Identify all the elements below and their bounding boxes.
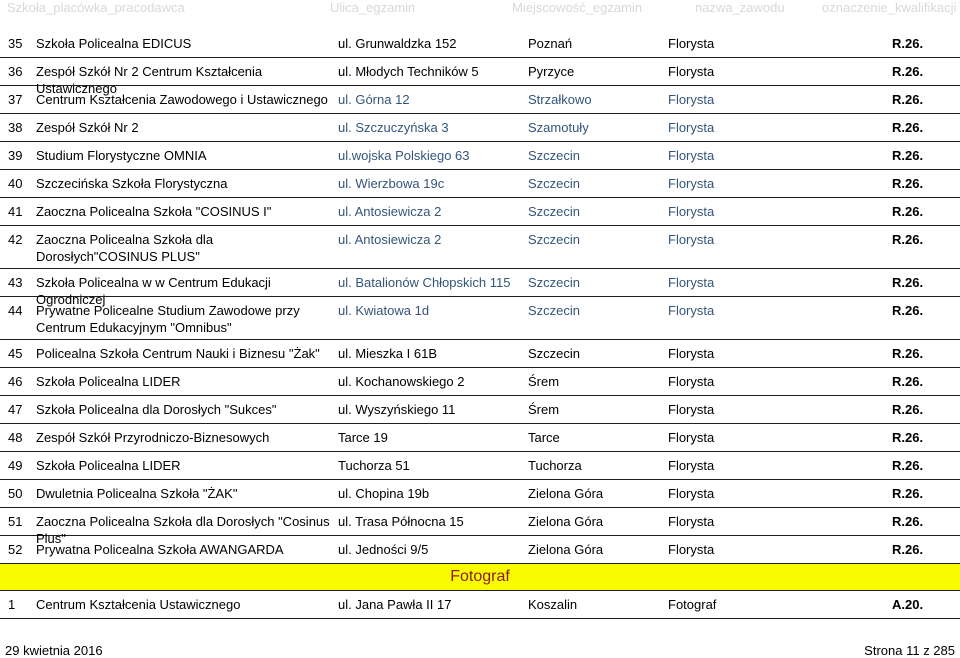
city: Strzałkowo bbox=[528, 92, 592, 107]
row-number: 42 bbox=[8, 232, 23, 247]
profession: Florysta bbox=[668, 232, 715, 247]
city: Zielona Góra bbox=[528, 542, 604, 557]
qualification: R.26. bbox=[892, 430, 924, 445]
city: Szczecin bbox=[528, 148, 581, 163]
school-name: Prywatne Policealne Studium Zawodowe przy Centrum Edukacyjnym "Omnibus" bbox=[36, 303, 300, 335]
row-number: 39 bbox=[8, 148, 23, 163]
city: Szczecin bbox=[528, 176, 581, 191]
qualification: R.26. bbox=[892, 374, 924, 389]
table-row bbox=[0, 142, 960, 170]
qualification: R.26. bbox=[892, 176, 924, 191]
row-number: 45 bbox=[8, 346, 23, 361]
street: ul. Grunwaldzka 152 bbox=[338, 36, 457, 51]
table-row bbox=[0, 114, 960, 142]
header-col-city: Miejscowość_egzamin bbox=[512, 0, 643, 15]
school-name: Szczecińska Szkoła Florystyczna bbox=[36, 176, 228, 191]
profession: Florysta bbox=[668, 346, 715, 361]
qualification: R.26. bbox=[892, 148, 924, 163]
street: ul. Chopina 19b bbox=[338, 486, 430, 501]
profession: Florysta bbox=[668, 430, 715, 445]
qualification: A.20. bbox=[892, 597, 924, 612]
row-number: 40 bbox=[8, 176, 23, 191]
school-name: Szkoła Policealna w w Centrum Edukacji Ogrodniczej bbox=[36, 275, 271, 307]
qualification: R.26. bbox=[892, 64, 924, 79]
school-name: Centrum Kształcenia Ustawicznego bbox=[36, 597, 241, 612]
row-number: 49 bbox=[8, 458, 23, 473]
street: ul.wojska Polskiego 63 bbox=[338, 148, 470, 163]
city: Tuchorza bbox=[528, 458, 582, 473]
row-number: 35 bbox=[8, 36, 23, 51]
school-name: Szkoła Policealna dla Dorosłych "Sukces" bbox=[36, 402, 277, 417]
table-row bbox=[0, 198, 960, 226]
table-row bbox=[0, 170, 960, 198]
city: Poznań bbox=[528, 36, 573, 51]
profession: Florysta bbox=[668, 64, 715, 79]
row-number: 43 bbox=[8, 275, 23, 290]
city: Szczecin bbox=[528, 204, 581, 219]
school-name: Zaoczna Policealna Szkoła dla Dorosłych"COSINUS PLUS" bbox=[36, 232, 214, 264]
school-name: Szkoła Policealna LIDER bbox=[36, 374, 181, 389]
qualification: R.26. bbox=[892, 204, 924, 219]
street: Tuchorza 51 bbox=[338, 458, 410, 473]
table-row bbox=[0, 226, 960, 269]
street: ul. Batalionów Chłopskich 115 bbox=[338, 275, 511, 290]
row-number: 38 bbox=[8, 120, 23, 135]
profession: Florysta bbox=[668, 374, 715, 389]
row-number: 52 bbox=[8, 542, 23, 557]
school-name: Policealna Szkoła Centrum Nauki i Biznesu "Żak" bbox=[36, 346, 320, 361]
table-row bbox=[0, 536, 960, 564]
school-name: Zespół Szkół Przyrodniczo-Biznesowych bbox=[36, 430, 270, 445]
city: Szczecin bbox=[528, 275, 581, 290]
qualification: R.26. bbox=[892, 486, 924, 501]
profession: Fotograf bbox=[668, 597, 717, 612]
table-header bbox=[0, 0, 960, 20]
city: Pyrzyce bbox=[528, 64, 575, 79]
footer-page-number: Strona 11 z 285 bbox=[864, 643, 955, 658]
table-row bbox=[0, 30, 960, 58]
street: ul. Mieszka I 61B bbox=[338, 346, 437, 361]
qualification: R.26. bbox=[892, 120, 924, 135]
table-row bbox=[0, 591, 960, 619]
school-name: Dwuletnia Policealna Szkoła "ŻAK" bbox=[36, 486, 238, 501]
table-row bbox=[0, 86, 960, 114]
row-number: 47 bbox=[8, 402, 23, 417]
qualification: R.26. bbox=[892, 402, 924, 417]
table-row bbox=[0, 396, 960, 424]
street: ul. Wierzbowa 19c bbox=[338, 176, 445, 191]
row-number: 50 bbox=[8, 486, 23, 501]
street: ul. Antosiewicza 2 bbox=[338, 204, 442, 219]
qualification: R.26. bbox=[892, 514, 924, 529]
qualification: R.26. bbox=[892, 92, 924, 107]
school-name: Zespół Szkół Nr 2 Centrum Kształcenia Ustawicznego bbox=[36, 64, 263, 96]
table-row bbox=[0, 508, 960, 546]
school-name: Zespół Szkół Nr 2 bbox=[36, 120, 139, 135]
qualification: R.26. bbox=[892, 346, 924, 361]
school-name: Zaoczna Policealna Szkoła "COSINUS I" bbox=[36, 204, 272, 219]
school-name: Studium Florystyczne OMNIA bbox=[36, 148, 207, 163]
city: Szczecin bbox=[528, 232, 581, 247]
row-number: 41 bbox=[8, 204, 23, 219]
profession: Florysta bbox=[668, 303, 715, 318]
city: Śrem bbox=[528, 402, 560, 417]
profession: Florysta bbox=[668, 402, 715, 417]
table-row bbox=[0, 58, 960, 96]
table-row bbox=[0, 340, 960, 368]
qualification: R.26. bbox=[892, 303, 924, 318]
school-name: Szkoła Policealna LIDER bbox=[36, 458, 181, 473]
street: ul. Kwiatowa 1d bbox=[338, 303, 430, 318]
street: ul. Jana Pawła II 17 bbox=[338, 597, 452, 612]
table-row bbox=[0, 297, 960, 340]
schools-table bbox=[0, 30, 960, 619]
profession: Florysta bbox=[668, 486, 715, 501]
school-name: Prywatna Policealna Szkoła AWANGARDA bbox=[36, 542, 284, 557]
profession: Florysta bbox=[668, 542, 715, 557]
table-row bbox=[0, 452, 960, 480]
table-row bbox=[0, 269, 960, 307]
header-col-street: Ulica_egzamin bbox=[330, 0, 416, 15]
city: Szamotuły bbox=[528, 120, 589, 135]
profession: Florysta bbox=[668, 92, 715, 107]
profession: Florysta bbox=[668, 120, 715, 135]
section-title: Fotograf bbox=[450, 568, 510, 585]
street: ul. Młodych Techników 5 bbox=[338, 64, 479, 79]
row-number: 48 bbox=[8, 430, 23, 445]
header-col-qualification: oznaczenie_kwalifikacji bbox=[822, 0, 957, 15]
city: Koszalin bbox=[528, 597, 578, 612]
qualification: R.26. bbox=[892, 275, 924, 290]
profession: Florysta bbox=[668, 36, 715, 51]
row-number: 44 bbox=[8, 303, 23, 318]
row-number: 46 bbox=[8, 374, 23, 389]
street: ul. Szczuczyńska 3 bbox=[338, 120, 449, 135]
profession: Florysta bbox=[668, 458, 715, 473]
table-row bbox=[0, 424, 960, 452]
profession: Florysta bbox=[668, 275, 715, 290]
school-name: Zaoczna Policealna Szkoła dla Dorosłych "Cosinus Plus" bbox=[36, 514, 330, 546]
profession: Florysta bbox=[668, 176, 715, 191]
street: ul. Kochanowskiego 2 bbox=[338, 374, 465, 389]
row-number: 1 bbox=[8, 597, 16, 612]
city: Zielona Góra bbox=[528, 514, 604, 529]
city: Szczecin bbox=[528, 346, 581, 361]
street: ul. Antosiewicza 2 bbox=[338, 232, 442, 247]
street: ul. Górna 12 bbox=[338, 92, 410, 107]
qualification: R.26. bbox=[892, 458, 924, 473]
row-number: 37 bbox=[8, 92, 23, 107]
city: Zielona Góra bbox=[528, 486, 604, 501]
school-name: Szkoła Policealna EDICUS bbox=[36, 36, 192, 51]
school-name: Centrum Kształcenia Zawodowego i Ustawicznego bbox=[36, 92, 328, 107]
header-col-school: Szkoła_placówka_pracodawca bbox=[7, 0, 185, 15]
header-col-profession: nazwa_zawodu bbox=[695, 0, 785, 15]
profession: Florysta bbox=[668, 204, 715, 219]
section-header bbox=[0, 564, 960, 591]
city: Szczecin bbox=[528, 303, 581, 318]
street: ul. Jedności 9/5 bbox=[338, 542, 429, 557]
footer-date: 29 kwietnia 2016 bbox=[5, 643, 103, 658]
city: Śrem bbox=[528, 374, 560, 389]
row-number: 36 bbox=[8, 64, 23, 79]
street: Tarce 19 bbox=[338, 430, 388, 445]
qualification: R.26. bbox=[892, 542, 924, 557]
profession: Florysta bbox=[668, 514, 715, 529]
street: ul. Trasa Północna 15 bbox=[338, 514, 464, 529]
city: Tarce bbox=[528, 430, 560, 445]
qualification: R.26. bbox=[892, 36, 924, 51]
row-number: 51 bbox=[8, 514, 23, 529]
table-row bbox=[0, 368, 960, 396]
qualification: R.26. bbox=[892, 232, 924, 247]
profession: Florysta bbox=[668, 148, 715, 163]
table-row bbox=[0, 480, 960, 508]
street: ul. Wyszyńskiego 11 bbox=[338, 402, 456, 417]
